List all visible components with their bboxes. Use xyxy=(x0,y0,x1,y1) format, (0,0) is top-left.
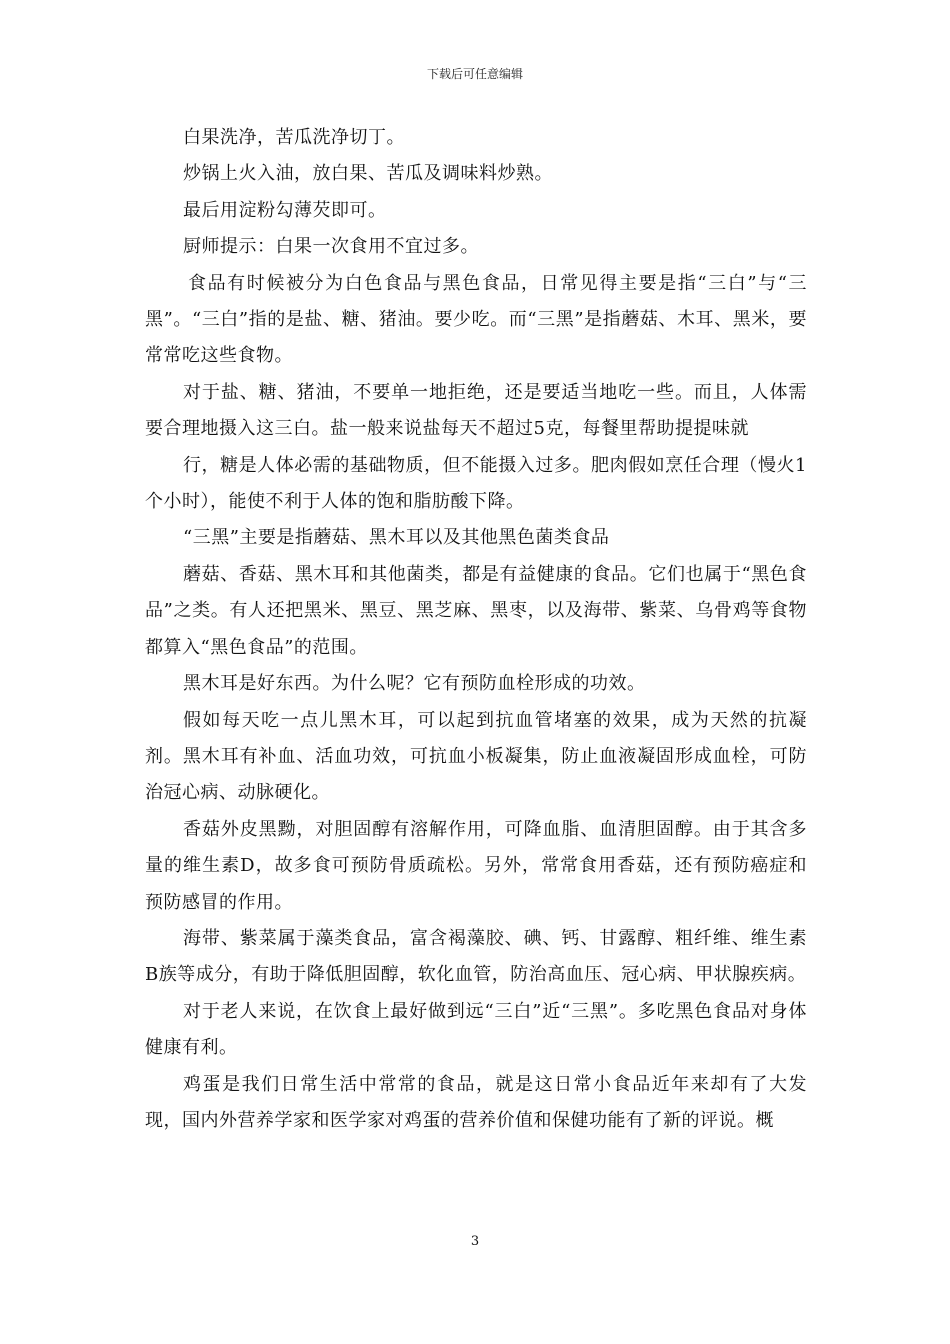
page-number: 3 xyxy=(470,1234,480,1249)
paragraph: 蘑菇、香菇、黑木耳和其他菌类，都是有益健康的食品。它们也属于“黑色食品”之类。有人还把黑米、黑豆、黑芝麻、黑枣，以及海带、紫菜、乌骨鸡等食物都算入“黑色食品”的范围。 xyxy=(145,563,807,658)
paragraph: 对于盐、糖、猪油，不要单一地拒绝，还是要适当地吃一些。而且，人体需要合理地摄入这三白。盐一般来说盐每天不超过5克，每餐里帮助提提味就 xyxy=(145,381,807,440)
paragraph: 食品有时候被分为白色食品与黑色食品，日常见得主要是指“三白”与“三黑”。“三白”指的是盐、糖、猪油。要少吃。而“三黑”是指蘑菇、木耳、黑米，要常常吃这些食物。 xyxy=(145,272,807,367)
paragraph: 香菇外皮黑黝，对胆固醇有溶解作用，可降血脂、血清胆固醇。由于其含多量的维生素D，故多食可预防骨质疏松。另外，常常食用香菇，还有预防癌症和预防感冒的作用。 xyxy=(145,818,807,913)
paragraph: 炒锅上火入油，放白果、苦瓜及调味料炒熟。 xyxy=(183,163,553,185)
paragraph: 鸡蛋是我们日常生活中常常的食品，就是这日常小食品近年来却有了大发现，国内外营养学家和医学家对鸡蛋的营养价值和保健功能有了新的评说。概 xyxy=(145,1073,807,1131)
page-header: 下载后可任意编辑 xyxy=(426,67,523,81)
document-body xyxy=(145,120,807,1139)
paragraph: 白果洗净，苦瓜洗净切丁。 xyxy=(183,127,405,148)
paragraph: 最后用淀粉勾薄芡即可。 xyxy=(183,199,387,221)
paragraph: 厨师提示：白果一次食用不宜过多。 xyxy=(183,236,479,258)
paragraph: 行，糖是人体必需的基础物质，但不能摄入过多。肥肉假如烹任合理（慢火1个小时），能使不利于人体的饱和脂肪酸下降。 xyxy=(145,454,807,513)
paragraph: 对于老人来说，在饮食上最好做到远“三白”近“三黑”。多吃黑色食品对身体健康有利。 xyxy=(145,1000,807,1059)
paragraph: 海带、紫菜属于藻类食品，富含褐藻胶、碘、钙、甘露醇、粗纤维、维生素B族等成分，有助于降低胆固醇，软化血管，防治高血压、冠心病、甲状腺疾病。 xyxy=(145,927,807,986)
paragraph: “三黑”主要是指蘑菇、黑木耳以及其他黑色菌类食品 xyxy=(183,527,610,549)
paragraph: 假如每天吃一点儿黑木耳，可以起到抗血管堵塞的效果，成为天然的抗凝剂。黑木耳有补血、活血功效，可抗血小板凝集，防止血液凝固形成血栓，可防治冠心病、动脉硬化。 xyxy=(145,709,807,804)
paragraph: 黑木耳是好东西。为什么呢？它有预防血栓形成的功效。 xyxy=(183,673,646,695)
